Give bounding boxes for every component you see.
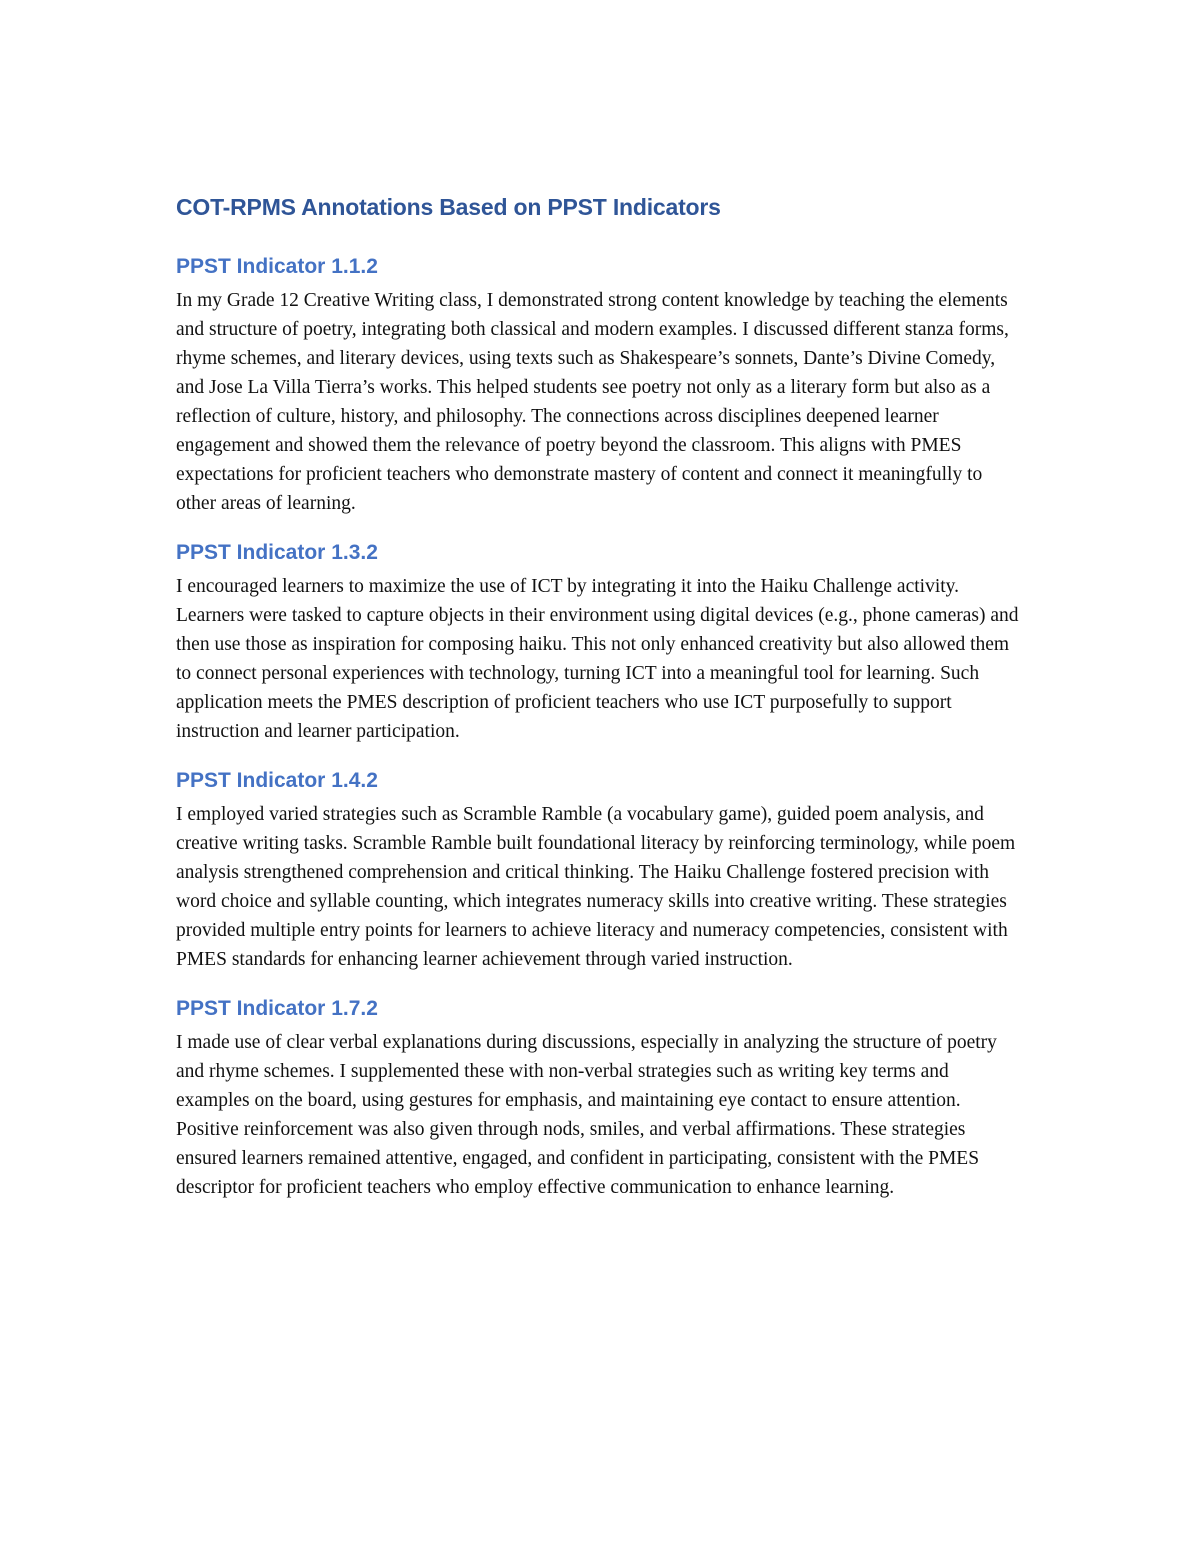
section-heading: PPST Indicator 1.7.2 <box>176 997 378 1020</box>
section-body: In my Grade 12 Creative Writing class, I demonstrated strong content knowledge by teaching the elements and structure of poetry, integrating both classical and modern examples. I discussed different stanza forms, rhyme schemes, and literary devices, using texts such as Shakespeare’s sonnets, Dante’s Divine Comedy, and Jose La Villa Tierra’s works. This helped students see poetry not only as a literary form but also as a reflection of culture, history, and philosophy. The connections across disciplines deepened learner engagement and showed them the relevance of poetry beyond the classroom. This aligns with PMES expectations for proficient teachers who demonstrate mastery of content and connect it meaningfully to other areas of learning. <box>176 290 1009 514</box>
section-heading: PPST Indicator 1.4.2 <box>176 769 378 792</box>
section-indicator-1-4-2 <box>176 766 1026 974</box>
section-body: I made use of clear verbal explanations during discussions, especially in analyzing the structure of poetry and rhyme schemes. I supplemented these with non-verbal strategies such as writing key terms and examples on the board, using gestures for emphasis, and maintaining eye contact to ensure attention. Positive reinforcement was also given through nods, smiles, and verbal affirmations. These strategies ensured learners remained attentive, engaged, and confident in participating, consistent with the PMES descriptor for proficient teachers who employ effective communication to enhance learning. <box>176 1032 997 1198</box>
section-indicator-1-3-2 <box>176 538 1026 746</box>
section-body: I encouraged learners to maximize the use of ICT by integrating it into the Haiku Challenge activity. Learners were tasked to capture objects in their environment using digital devices (e.g., phone cameras) and then use those as inspiration for composing haiku. This not only enhanced creativity but also allowed them to connect personal experiences with technology, turning ICT into a meaningful tool for learning. Such application meets the PMES description of proficient teachers who use ICT purposefully to support instruction and learner participation. <box>176 576 1019 742</box>
section-body: I employed varied strategies such as Scramble Ramble (a vocabulary game), guided poem analysis, and creative writing tasks. Scramble Ramble built foundational literacy by reinforcing terminology, while poem analysis strengthened comprehension and critical thinking. The Haiku Challenge fostered precision with word choice and syllable counting, which integrates numeracy skills into creative writing. These strategies provided multiple entry points for learners to achieve literacy and numeracy competencies, consistent with PMES standards for enhancing learner achievement through varied instruction. <box>176 804 1016 970</box>
document-content <box>176 190 1026 1222</box>
section-indicator-1-1-2 <box>176 252 1026 518</box>
section-heading: PPST Indicator 1.1.2 <box>176 255 378 278</box>
section-heading: PPST Indicator 1.3.2 <box>176 541 378 564</box>
document-title: COT-RPMS Annotations Based on PPST Indicators <box>176 194 721 220</box>
section-indicator-1-7-2 <box>176 994 1026 1202</box>
